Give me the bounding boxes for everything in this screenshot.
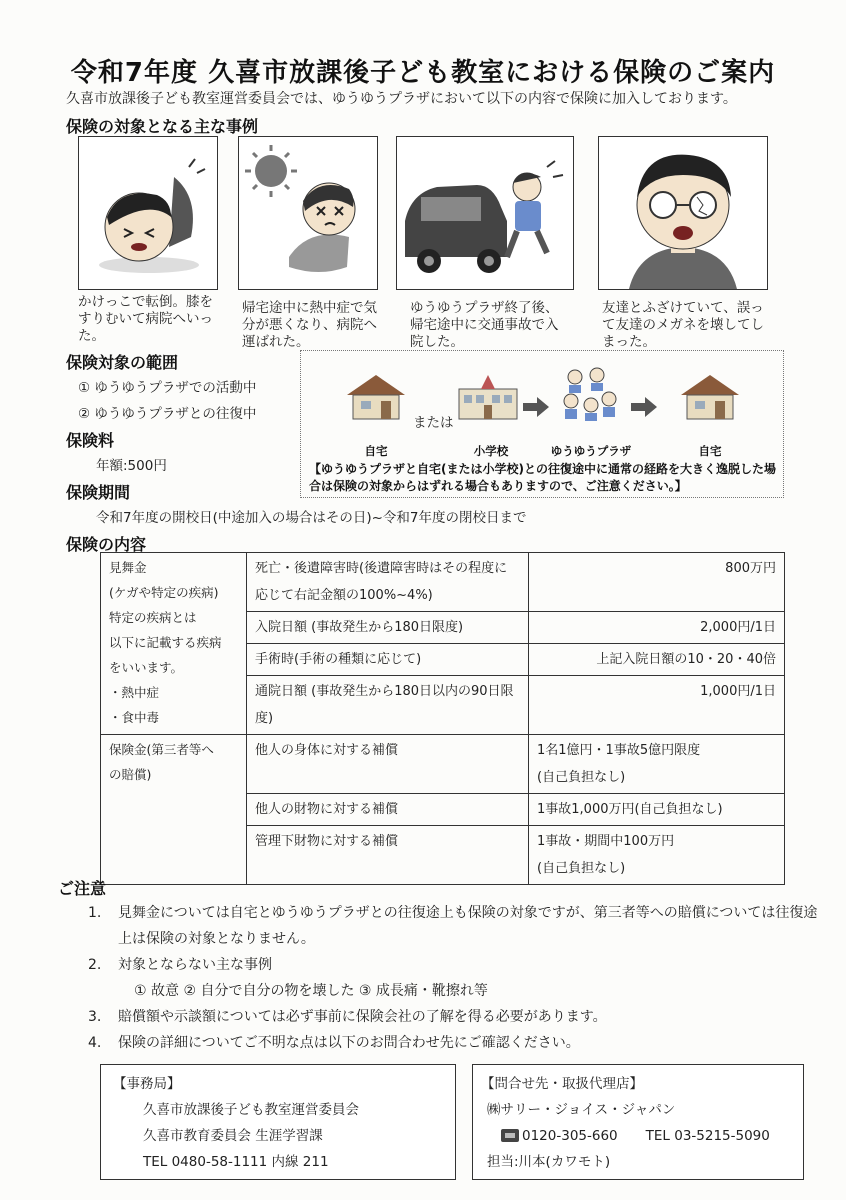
category-line: をいいます。 <box>109 660 184 675</box>
office-tel: TEL 0480-58-1111 内線 211 <box>143 1154 329 1170</box>
case-image-4 <box>598 136 768 290</box>
note-item <box>88 1004 828 1030</box>
coverage-item: 死亡・後遺障害時(後遺障害時はその程度に応じて右記金額の100%~4%) <box>247 553 529 612</box>
coverage-amount: 1事故1,000万円(自己負担なし) <box>529 794 785 826</box>
coverage-amount: 上記入院日額の10・20・40倍 <box>529 644 785 676</box>
office-line-2: 久喜市教育委員会 生涯学習課 <box>143 1128 323 1144</box>
case-caption-1: かけっこで転倒。膝をすりむいて病院へいった。 <box>78 294 213 344</box>
exclusions-line: ① 故意 ② 自分で自分の物を壊した ③ 成長痛・靴擦れ等 <box>134 983 488 999</box>
traffic-accident-icon <box>397 137 573 289</box>
note-number: 2. <box>88 957 102 973</box>
or-label: または <box>413 415 454 431</box>
coverage-amount <box>529 826 785 885</box>
route-diagram <box>300 350 784 498</box>
fee-value: 年額:500円 <box>96 458 167 474</box>
agent-name: ㈱サリー・ジョイス・ジャパン <box>487 1102 676 1118</box>
category-line: 特定の疾病とは <box>109 610 197 625</box>
notes-heading: ご注意 <box>58 879 107 898</box>
case-caption-4: 友達とふざけていて、誤って友達のメガネを壊してしまった。 <box>602 300 764 350</box>
note-text: 保険の詳細についてご不明な点は以下のお問合わせ先にご確認ください。 <box>118 1035 580 1051</box>
note-item <box>88 1030 828 1056</box>
scope-item-1: ① ゆうゆうプラザでの活動中 <box>78 380 257 396</box>
note-number: 4. <box>88 1035 102 1051</box>
coverage-category-2 <box>101 735 247 885</box>
cases-heading: 保険の対象となる主な事例 <box>66 117 259 136</box>
freedial-icon <box>501 1129 519 1142</box>
coverage-table <box>100 552 785 885</box>
case-caption-3: ゆうゆうプラザ終了後、帰宅途中に交通事故で入院した。 <box>410 300 559 350</box>
case-image-2 <box>238 136 378 290</box>
heatstroke-child-icon <box>239 137 377 289</box>
falling-child-icon <box>79 137 217 289</box>
amount-line: 1事故・期間中100万円 <box>537 834 675 849</box>
home-label: 自宅 <box>364 444 388 458</box>
coverage-amount: 2,000円/1日 <box>529 612 785 644</box>
amount-line: (自己負担なし) <box>537 770 626 785</box>
coverage-category-1 <box>101 553 247 735</box>
table-row <box>101 735 785 794</box>
note-text: 賠償額や示談額については必ず事前に保険会社の了解を得る必要があります。 <box>118 1009 607 1025</box>
agent-box <box>472 1064 804 1180</box>
office-heading: 【事務局】 <box>113 1076 181 1092</box>
note-number: 3. <box>88 1009 102 1025</box>
arrow-right-icon <box>631 397 657 417</box>
category-line: 以下に記載する疾病 <box>109 635 222 650</box>
coverage-item: 通院日額 (事故発生から180日以内の90日限度) <box>247 676 529 735</box>
broken-glasses-icon <box>599 137 767 289</box>
category-line: ・熱中症 <box>109 685 160 700</box>
home-label-2: 自宅 <box>698 444 722 458</box>
period-value: 令和7年度の開校日(中途加入の場合はその日)~令和7年度の閉校日まで <box>96 510 527 526</box>
home-icon <box>341 371 411 421</box>
amount-line: 1名1億円・1事故5億円限度 <box>537 743 701 758</box>
note-item <box>88 900 828 952</box>
agent-staff: 担当:川本(カワモト) <box>487 1154 611 1170</box>
fee-heading: 保険料 <box>66 431 115 450</box>
office-line-1: 久喜市放課後子ども教室運営委員会 <box>143 1102 359 1118</box>
route-notice: 【ゆうゆうプラザと自宅(または小学校)との往復途中に通常の経路を大きく逸脱した場合は保険の対象からはずれる場合もありますので、ご注意ください。】 <box>309 462 776 493</box>
category-line: 保険金(第三者等へ <box>109 742 214 757</box>
notes-list <box>88 900 828 1056</box>
scope-item-2: ② ゆうゆうプラザとの往復中 <box>78 406 257 422</box>
coverage-amount <box>529 735 785 794</box>
coverage-item: 管理下財物に対する補償 <box>247 826 529 885</box>
agent-freedial: 0120-305-660 <box>522 1128 618 1144</box>
coverage-item: 入院日額 (事故発生から180日限度) <box>247 612 529 644</box>
coverage-heading: 保険の内容 <box>66 535 147 554</box>
coverage-amount: 800万円 <box>529 553 785 612</box>
school-icon <box>453 369 523 421</box>
note-item <box>88 952 828 978</box>
scope-heading: 保険対象の範囲 <box>66 353 179 372</box>
category-line: 見舞金 <box>109 560 147 575</box>
intro-text: 久喜市放課後子ども教室運営委員会では、ゆうゆうプラザにおいて以下の内容で保険に加入しております。 <box>66 91 737 107</box>
case-image-1 <box>78 136 218 290</box>
page-title: 令和7年度 久喜市放課後子ども教室における保険のご案内 <box>70 58 776 88</box>
note-text: 見舞金については自宅とゆうゆうプラザとの往復途上も保険の対象ですが、第三者等への賠償については往復途上は保険の対象となりません。 <box>118 905 818 947</box>
category-line: (ケガや特定の疾病) <box>109 585 219 600</box>
agent-phone-line <box>501 1123 770 1149</box>
arrow-right-icon <box>523 397 549 417</box>
coverage-amount: 1,000円/1日 <box>529 676 785 735</box>
case-caption-2: 帰宅途中に熱中症で気分が悪くなり、病院へ運ばれた。 <box>242 300 377 350</box>
coverage-item: 他人の身体に対する補償 <box>247 735 529 794</box>
note-text: 対象とならない主な事例 <box>118 957 272 973</box>
period-heading: 保険期間 <box>66 483 131 502</box>
category-line: の賠償) <box>109 767 152 782</box>
plaza-label: ゆうゆうプラザ <box>550 444 632 458</box>
office-box <box>100 1064 456 1180</box>
coverage-item: 他人の財物に対する補償 <box>247 794 529 826</box>
note-number: 1. <box>88 905 102 921</box>
children-group-icon <box>559 365 619 423</box>
table-row <box>101 553 785 612</box>
agent-heading: 【問合せ先・取扱代理店】 <box>481 1076 643 1092</box>
home-icon <box>675 371 745 421</box>
school-label: 小学校 <box>473 444 509 458</box>
agent-tel: TEL 03-5215-5090 <box>645 1128 770 1144</box>
category-line: ・食中毒 <box>109 710 160 725</box>
amount-line: (自己負担なし) <box>537 861 626 876</box>
case-image-3 <box>396 136 574 290</box>
coverage-item: 手術時(手術の種類に応じて) <box>247 644 529 676</box>
